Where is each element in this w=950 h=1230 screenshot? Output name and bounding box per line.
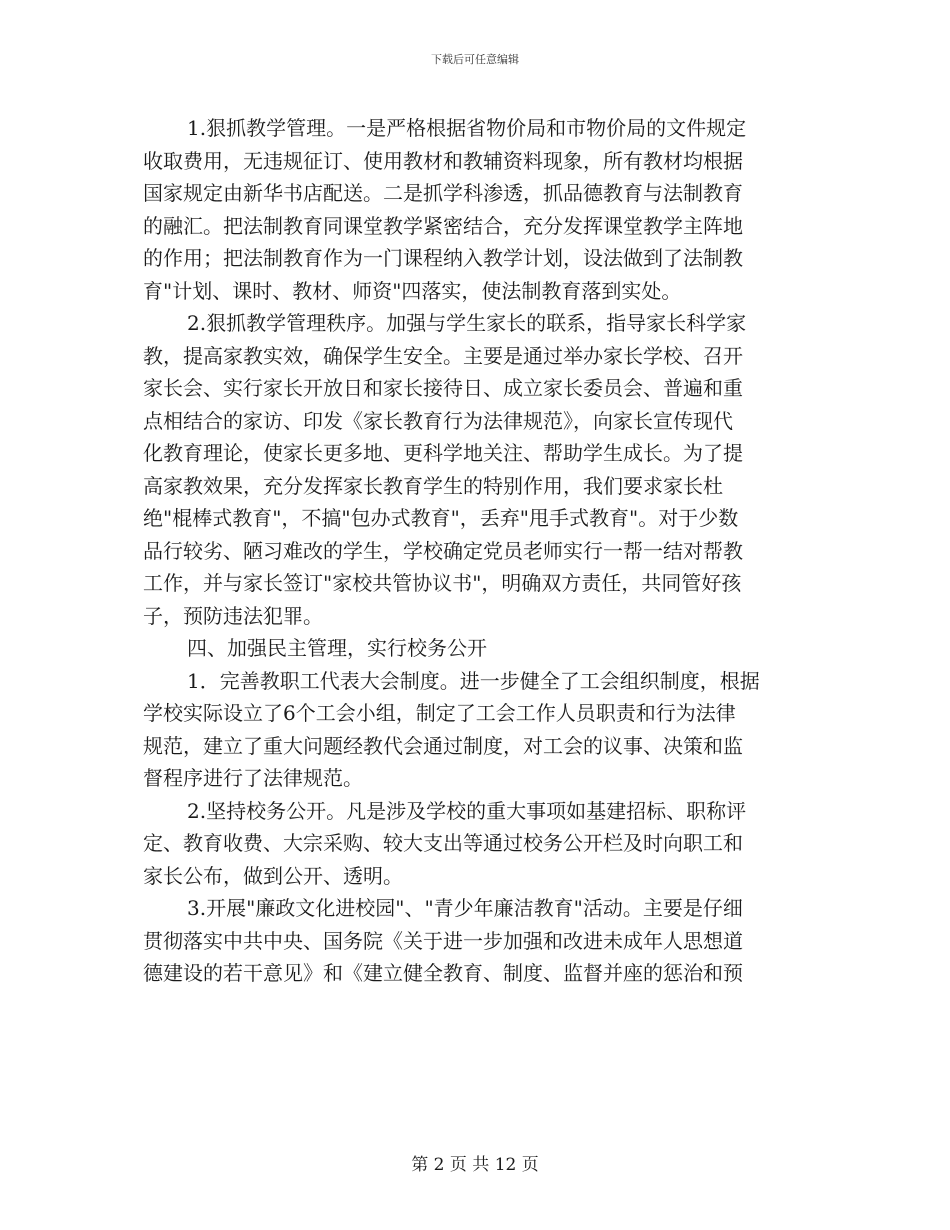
paragraph-line: 1.狠抓教学管理。一是严格根据省物价局和市物价局的文件规定 [187, 116, 747, 140]
paragraph-line: 教，提高家教实效，确保学生安全。主要是通过举办家长学校、召开 [143, 343, 743, 368]
paragraph-line: 的融汇。把法制教育同课堂教学紧密结合，充分发挥课堂教学主阵地 [143, 213, 743, 238]
page-header: 下载后可任意编辑 [431, 53, 519, 66]
paragraph-line: 家长公布，做到公开、透明。 [143, 863, 403, 888]
paragraph-line: 学校实际设立了6个工会小组，制定了工会工作人员职责和行为法律 [143, 701, 736, 725]
paragraph-line: 子，预防违法犯罪。 [143, 603, 323, 628]
paragraph-line: 品行较劣、陋习难改的学生，学校确定党员老师实行一帮一结对帮教 [143, 538, 743, 563]
paragraph-line: 收取费用，无违规征订、使用教材和教辅资料现象，所有教材均根据 [143, 148, 743, 173]
paragraph-line: 绝"棍棒式教育"，不搞"包办式教育"，丢弃"甩手式教育"。对于少数 [143, 506, 739, 530]
document-body [143, 112, 809, 990]
paragraph-line: 1．完善教职工代表大会制度。进一步健全了工会组织制度，根据 [187, 668, 760, 693]
paragraph-line: 督程序进行了法律规范。 [143, 766, 363, 790]
paragraph-line: 德建设的若干意见》和《建立健全教育、制度、监督并座的惩治和预 [143, 961, 743, 985]
paragraph-line: 化教育理论，使家长更多地、更科学地关注、帮助学生成长。为了提 [143, 441, 743, 465]
paragraph-line: 工作，并与家长签订"家校共管协议书"，明确双方责任，共同管好孩 [143, 571, 742, 595]
paragraph-line: 的作用；把法制教育作为一门课程纳入教学计划，设法做到了法制教 [143, 246, 743, 270]
paragraph-line: 家长会、实行家长开放日和家长接待日、成立家长委员会、普遍和重 [143, 376, 743, 400]
paragraph-line: 定、教育收费、大宗采购、较大支出等通过校务公开栏及时向职工和 [143, 831, 743, 855]
paragraph-line: 点相结合的家访、印发《家长教育行为法律规范》，向家长宣传现代 [143, 408, 733, 433]
paragraph-line: 2.狠抓教学管理秩序。加强与学生家长的联系，指导家长科学家 [187, 311, 747, 335]
paragraph-line: 2.坚持校务公开。凡是涉及学校的重大事项如基建招标、职称评 [187, 798, 747, 823]
page-number-footer: 第 2 页 共 12 页 [411, 1155, 539, 1175]
paragraph-line: 贯彻落实中共中央、国务院《关于进一步加强和改进未成年人思想道 [143, 928, 743, 953]
section-heading: 四、加强民主管理，实行校务公开 [187, 636, 487, 660]
paragraph-line: 高家教效果，充分发挥家长教育学生的特别作用，我们要求家长杜 [143, 473, 723, 498]
paragraph-line: 规范，建立了重大问题经教代会通过制度，对工会的议事、决策和监 [143, 733, 743, 758]
paragraph-line: 育"计划、课时、教材、师资"四落实，使法制教育落到实处。 [143, 278, 682, 303]
paragraph-line: 3.开展"廉政文化进校园"、"青少年廉洁教育"活动。主要是仔细 [187, 896, 743, 920]
paragraph-line: 国家规定由新华书店配送。二是抓学科渗透，抓品德教育与法制教育 [143, 181, 743, 205]
